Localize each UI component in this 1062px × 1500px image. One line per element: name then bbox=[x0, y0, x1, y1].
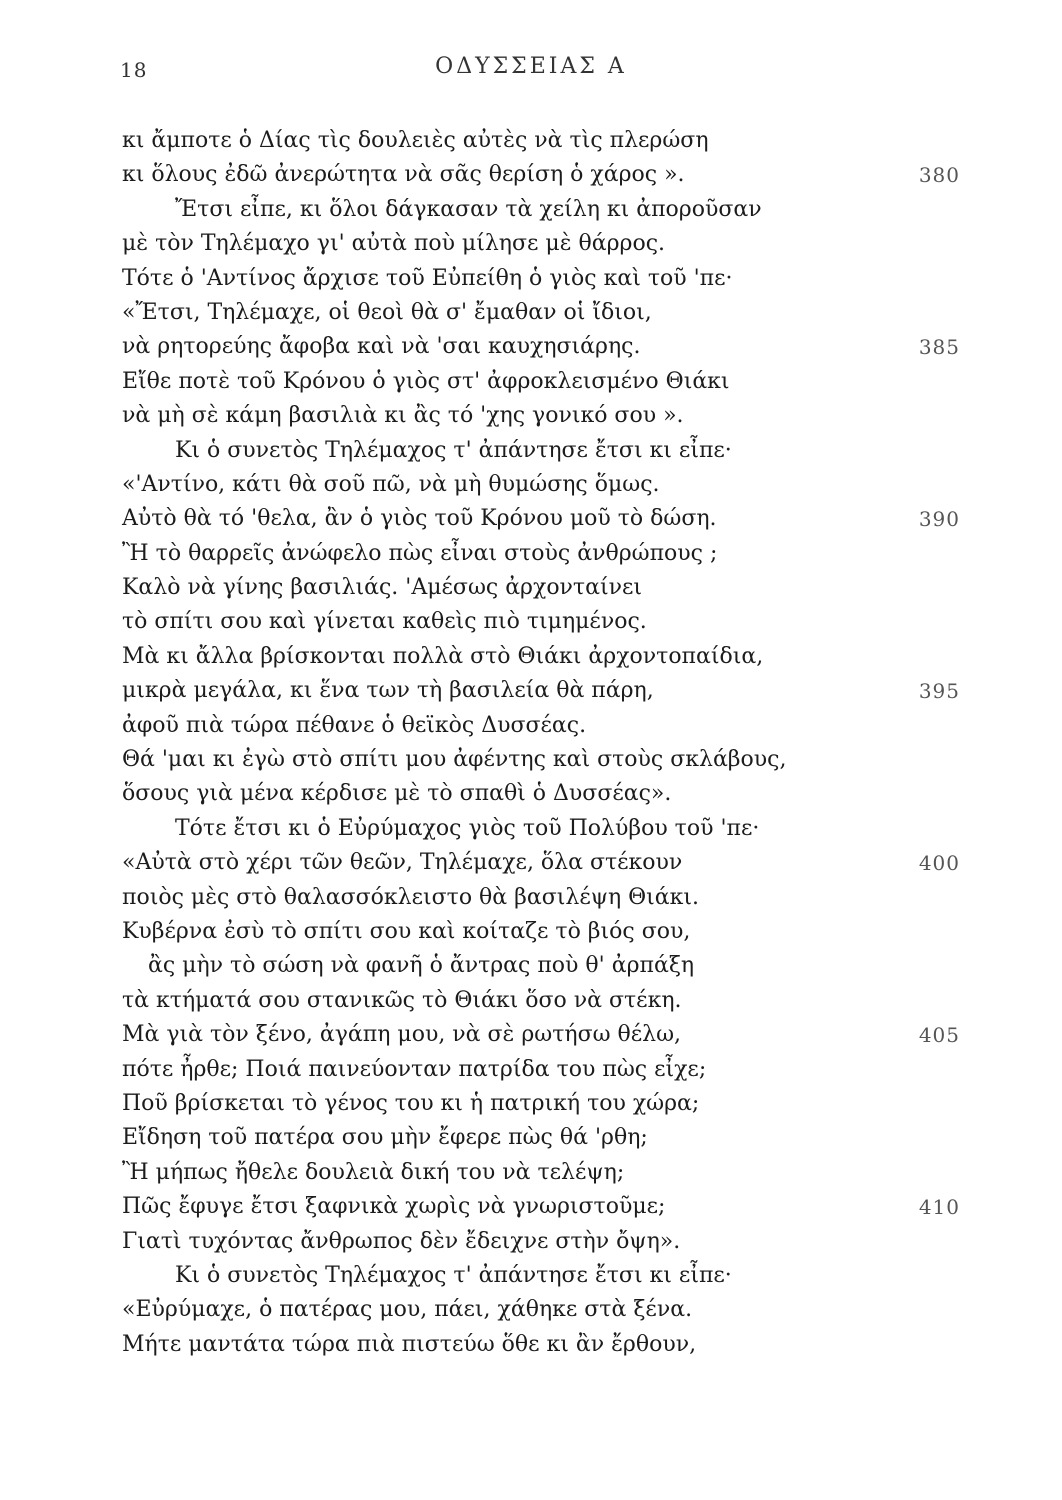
verse-text: Καλὸ νὰ γίνης βασιλιάς. 'Αμέσως ἀρχονταίνει bbox=[122, 575, 642, 601]
verse-line bbox=[0, 709, 1062, 743]
line-number: 390 bbox=[918, 507, 960, 532]
verse-line bbox=[0, 227, 1062, 261]
page-number: 18 bbox=[120, 58, 148, 82]
verse-text: νὰ ρητορεύης ἄφοβα καὶ νὰ 'σαι καυχησιάρης. bbox=[122, 334, 641, 360]
verse-line bbox=[0, 846, 1062, 880]
verse-line bbox=[0, 1018, 1062, 1052]
verse-line bbox=[0, 468, 1062, 502]
verse-text: ἀφοῦ πιὰ τώρα πέθανε ὁ θεϊκὸς Δυσσέας. bbox=[122, 712, 587, 738]
verse-line bbox=[0, 1053, 1062, 1087]
verse-line bbox=[0, 434, 1062, 468]
running-title: ΟΔΥΣΣΕΙΑΣ Α bbox=[435, 54, 627, 79]
poem-body bbox=[0, 124, 1062, 1362]
verse-text: μικρὰ μεγάλα, κι ἕνα των τὴ βασιλεία θὰ πάρη, bbox=[122, 678, 654, 704]
verse-line bbox=[0, 640, 1062, 674]
verse-line bbox=[0, 1259, 1062, 1293]
verse-line bbox=[0, 124, 1062, 158]
verse-text: Μὰ κι ἄλλα βρίσκονται πολλὰ στὸ Θιάκι ἀρχοντοπαίδια, bbox=[122, 643, 764, 669]
verse-line bbox=[0, 915, 1062, 949]
line-number: 380 bbox=[918, 163, 960, 188]
verse-text: κι ὅλους ἐδῶ ἀνερώτητα νὰ σᾶς θερίση ὁ χάρος ». bbox=[122, 162, 685, 188]
verse-line bbox=[0, 296, 1062, 330]
verse-line bbox=[0, 984, 1062, 1018]
verse-line bbox=[0, 193, 1062, 227]
verse-line bbox=[0, 399, 1062, 433]
verse-text: «'Αντίνο, κάτι θὰ σοῦ πῶ, νὰ μὴ θυμώσης ὅμως. bbox=[122, 471, 660, 497]
page-header bbox=[0, 50, 1062, 90]
verse-text: πότε ἦρθε; Ποιά παινεύονταν πατρίδα του πὼς εἶχε; bbox=[122, 1056, 707, 1082]
verse-text: ποιὸς μὲς στὸ θαλασσόκλειστο θὰ βασιλέψη Θιάκι. bbox=[122, 884, 700, 910]
verse-text: Ποῦ βρίσκεται τὸ γένος του κι ἡ πατρική του χώρα; bbox=[122, 1090, 700, 1116]
verse-line bbox=[0, 262, 1062, 296]
verse-text: Τότε ἔτσι κι ὁ Εὐρύμαχος γιὸς τοῦ Πολύβου τοῦ 'πε· bbox=[175, 815, 760, 841]
verse-line bbox=[0, 537, 1062, 571]
verse-text: Μήτε μαντάτα τώρα πιὰ πιστεύω ὅθε κι ἂν ἔρθουν, bbox=[122, 1331, 697, 1357]
verse-text: κι ἄμποτε ὁ Δίας τὶς δουλειὲς αὐτὲς νὰ τὶς πλερώση bbox=[122, 128, 709, 153]
verse-line bbox=[0, 881, 1062, 915]
verse-line bbox=[0, 1225, 1062, 1259]
verse-text: ἂς μὴν τὸ σώση νὰ φανῆ ὁ ἄντρας ποὺ θ' ἀρπάξη bbox=[148, 953, 695, 979]
verse-text: Ἢ τὸ θαρρεῖς ἀνώφελο πὼς εἶναι στοὺς ἀνθρώπους ; bbox=[122, 540, 718, 566]
verse-text: Μὰ γιὰ τὸν ξένο, ἀγάπη μου, νὰ σὲ ρωτήσω θέλω, bbox=[122, 1022, 682, 1048]
verse-line bbox=[0, 1156, 1062, 1190]
line-number: 410 bbox=[918, 1195, 960, 1220]
verse-line bbox=[0, 571, 1062, 605]
verse-text: Εἴθε ποτὲ τοῦ Κρόνου ὁ γιὸς στ' ἀφροκλεισμένο Θιάκι bbox=[122, 368, 730, 394]
verse-text: «Εὐρύμαχε, ὁ πατέρας μου, πάει, χάθηκε στὰ ξένα. bbox=[122, 1297, 693, 1323]
verse-text: Ἢ μήπως ἤθελε δουλειὰ δική του νὰ τελέψη; bbox=[122, 1159, 625, 1185]
verse-line bbox=[0, 812, 1062, 846]
verse-line bbox=[0, 330, 1062, 364]
verse-text: Αὐτὸ θὰ τό 'θελα, ἂν ὁ γιὸς τοῦ Κρόνου μοῦ τὸ δώση. bbox=[122, 506, 717, 532]
verse-text: Τότε ὁ 'Αντίνος ἄρχισε τοῦ Εὐπείθη ὁ γιὸς καὶ τοῦ 'πε· bbox=[122, 265, 733, 291]
verse-line bbox=[0, 605, 1062, 639]
verse-line bbox=[0, 1087, 1062, 1121]
verse-text: Πῶς ἔφυγε ἔτσι ξαφνικὰ χωρὶς νὰ γνωριστοῦμε; bbox=[122, 1194, 666, 1220]
verse-text: «Αὐτὰ στὸ χέρι τῶν θεῶν, Τηλέμαχε, ὅλα στέκουν bbox=[122, 850, 683, 876]
verse-line bbox=[0, 158, 1062, 192]
line-number: 395 bbox=[918, 679, 960, 704]
verse-line bbox=[0, 1293, 1062, 1327]
verse-text: Κυβέρνα ἐσὺ τὸ σπίτι σου καὶ κοίταζε τὸ βιός σου, bbox=[122, 918, 691, 944]
verse-text: Θά 'μαι κι ἐγὼ στὸ σπίτι μου ἀφέντης καὶ στοὺς σκλάβους, bbox=[122, 747, 787, 773]
line-number: 405 bbox=[918, 1023, 960, 1048]
line-number: 400 bbox=[918, 851, 960, 876]
verse-text: νὰ μὴ σὲ κάμη βασιλιὰ κι ἂς τό 'χης γονικό σου ». bbox=[122, 403, 684, 429]
verse-text: «Ἔτσι, Τηλέμαχε, οἱ θεοὶ θὰ σ' ἔμαθαν οἱ ἴδιοι, bbox=[122, 299, 652, 325]
verse-line bbox=[0, 1328, 1062, 1362]
verse-text: μὲ τὸν Τηλέμαχο γι' αὐτὰ ποὺ μίλησε μὲ θάρρος. bbox=[122, 231, 666, 257]
verse-text: Γιατὶ τυχόντας ἄνθρωπος δὲν ἔδειχνε στὴν ὄψη». bbox=[122, 1228, 681, 1254]
verse-text: Κι ὁ συνετὸς Τηλέμαχος τ' ἀπάντησε ἔτσι κι εἶπε· bbox=[175, 437, 732, 463]
verse-line bbox=[0, 502, 1062, 536]
verse-line bbox=[0, 1121, 1062, 1155]
verse-line bbox=[0, 949, 1062, 983]
verse-line bbox=[0, 1190, 1062, 1224]
verse-line bbox=[0, 743, 1062, 777]
verse-text: Ἔτσι εἶπε, κι ὅλοι δάγκασαν τὰ χείλη κι ἀποροῦσαν bbox=[175, 196, 762, 222]
verse-line bbox=[0, 365, 1062, 399]
line-number: 385 bbox=[918, 335, 960, 360]
verse-text: Εἴδηση τοῦ πατέρα σου μὴν ἔφερε πὼς θά 'ρθη; bbox=[122, 1125, 648, 1151]
verse-text: ὅσους γιὰ μένα κέρδισε μὲ τὸ σπαθὶ ὁ Δυσσέας». bbox=[122, 781, 672, 807]
verse-line bbox=[0, 777, 1062, 811]
verse-text: τὰ κτήματά σου στανικῶς τὸ Θιάκι ὅσο νὰ στέκη. bbox=[122, 987, 682, 1013]
verse-line bbox=[0, 674, 1062, 708]
verse-text: Κι ὁ συνετὸς Τηλέμαχος τ' ἀπάντησε ἔτσι κι εἶπε· bbox=[175, 1262, 732, 1288]
verse-text: τὸ σπίτι σου καὶ γίνεται καθεὶς πιὸ τιμημένος. bbox=[122, 609, 647, 635]
